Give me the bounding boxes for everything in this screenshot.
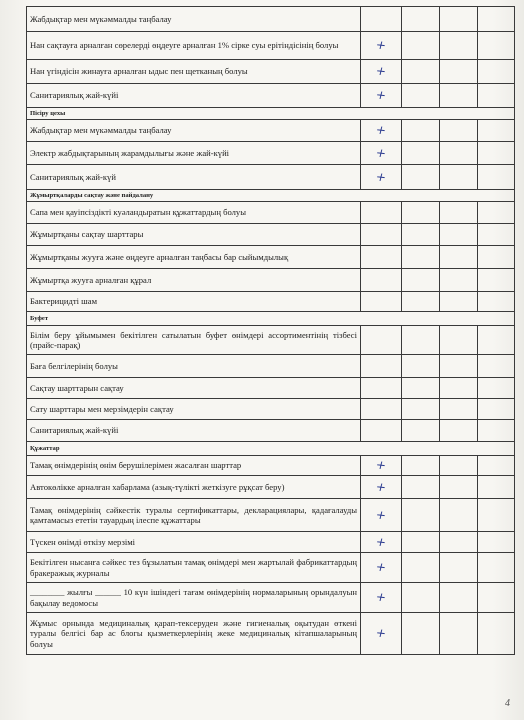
checklist-row (27, 60, 515, 84)
mark-cell (478, 292, 515, 312)
mark-cell (361, 32, 402, 60)
mark-cell (478, 60, 515, 84)
mark-cell (361, 476, 402, 499)
checklist-row (27, 476, 515, 499)
mark-cell (478, 355, 515, 378)
handwritten-plus-mark: + (374, 479, 388, 495)
handwritten-plus-mark: + (374, 589, 388, 605)
mark-cell (361, 355, 402, 378)
mark-cell (361, 246, 402, 269)
checklist-row (27, 202, 515, 224)
mark-cell (440, 613, 478, 655)
mark-cell (440, 142, 478, 165)
section-title: Пісіру цехы (27, 108, 515, 120)
mark-cell (402, 326, 440, 355)
mark-cell (478, 32, 515, 60)
mark-cell (478, 532, 515, 553)
mark-cell (440, 378, 478, 399)
criterion-text: Тамақ өнімдерінің сәйкестік туралы сертификаттары, декларациялары, қадағалауды қамтамасыз ететін тауардың ілеспе құжаттары (27, 499, 361, 532)
criterion-text: Санитариялық жай-күйі (27, 84, 361, 108)
handwritten-plus-mark: + (374, 122, 388, 138)
criterion-text: Білім беру ұйымымен бекітілген сатылатын буфет өнімдері ассортиментінің тізбесі (прайс-парақ) (27, 326, 361, 355)
criterion-text: Жұмыртқаны жууға және өңдеуге арналған таңбасы бар сыйымдылық (27, 246, 361, 269)
mark-cell (440, 399, 478, 420)
checklist-row (27, 84, 515, 108)
mark-cell (478, 583, 515, 613)
mark-cell (361, 553, 402, 583)
checklist-row (27, 224, 515, 246)
handwritten-plus-mark: + (374, 534, 388, 550)
checklist-row (27, 420, 515, 442)
mark-cell (402, 165, 440, 190)
mark-cell (478, 120, 515, 142)
mark-cell (440, 60, 478, 84)
checklist-row (27, 355, 515, 378)
criterion-text: Жабдықтар мен мүкәммалды таңбалау (27, 120, 361, 142)
mark-cell (402, 613, 440, 655)
criterion-text: ________ жылғы ______ 10 күн ішіндегі тағам өнімдерінің нормаларының орындалуын бақылау ведомосы (27, 583, 361, 613)
mark-cell (361, 613, 402, 655)
section-title: Құжаттар (27, 442, 515, 456)
checklist-row (27, 399, 515, 420)
handwritten-plus-mark: + (374, 145, 388, 161)
mark-cell (478, 476, 515, 499)
mark-cell (361, 202, 402, 224)
mark-cell (402, 378, 440, 399)
section-header-row (27, 312, 515, 326)
handwritten-plus-mark: + (374, 559, 388, 575)
mark-cell (440, 476, 478, 499)
mark-cell (440, 165, 478, 190)
mark-cell (440, 553, 478, 583)
mark-cell (361, 60, 402, 84)
mark-cell (361, 224, 402, 246)
checklist-table (26, 6, 515, 655)
checklist-row (27, 7, 515, 32)
criterion-text: Тамақ өнімдерінің өнім берушілерімен жасалған шарттар (27, 456, 361, 476)
criterion-text: Сақтау шарттарын сақтау (27, 378, 361, 399)
mark-cell (440, 202, 478, 224)
criterion-text: Жабдықтар мен мүкәммалды таңбалау (27, 7, 361, 32)
mark-cell (478, 499, 515, 532)
section-header-row (27, 108, 515, 120)
mark-cell (478, 269, 515, 292)
mark-cell (402, 60, 440, 84)
checklist-row (27, 292, 515, 312)
mark-cell (440, 420, 478, 442)
section-header-row (27, 442, 515, 456)
mark-cell (478, 84, 515, 108)
handwritten-plus-mark: + (374, 63, 388, 79)
mark-cell (478, 224, 515, 246)
page-number: 4 (505, 698, 510, 709)
section-title: Жұмыртқаларды сақтау және пайдалану (27, 190, 515, 202)
criterion-text: Баға белгілерінің болуы (27, 355, 361, 378)
checklist-row (27, 165, 515, 190)
checklist-row (27, 269, 515, 292)
handwritten-plus-mark: + (374, 37, 388, 53)
criterion-text: Автокөлікке арналған хабарлама (азық-түлікті жеткізуге рұқсат беру) (27, 476, 361, 499)
criterion-text: Жұмыс орнында медициналық қарап-тексеруден және гигиеналық оқытудан өткені туралы белгісі бар ас блогы қызметкерлерінің жеке медициналық кітапшаларының болуы (27, 613, 361, 655)
checklist-row (27, 326, 515, 355)
mark-cell (440, 355, 478, 378)
checklist-row (27, 532, 515, 553)
criterion-text: Нан сақтауға арналған сөрелерді өңдеуге арналған 1% сірке суы ерітіндісінің болуы (27, 32, 361, 60)
mark-cell (361, 165, 402, 190)
mark-cell (402, 532, 440, 553)
section-header-row (27, 190, 515, 202)
mark-cell (440, 7, 478, 32)
handwritten-plus-mark: + (374, 457, 388, 473)
criterion-text: Бактерицидті шам (27, 292, 361, 312)
checklist-row (27, 142, 515, 165)
mark-cell (440, 120, 478, 142)
mark-cell (478, 7, 515, 32)
mark-cell (361, 84, 402, 108)
mark-cell (402, 224, 440, 246)
mark-cell (402, 84, 440, 108)
mark-cell (402, 32, 440, 60)
mark-cell (402, 202, 440, 224)
mark-cell (478, 246, 515, 269)
mark-cell (440, 84, 478, 108)
mark-cell (402, 269, 440, 292)
mark-cell (478, 202, 515, 224)
checklist-row (27, 32, 515, 60)
checklist-row (27, 553, 515, 583)
mark-cell (478, 142, 515, 165)
mark-cell (402, 246, 440, 269)
criterion-text: Электр жабдықтарының жарамдылығы және жай-күйі (27, 142, 361, 165)
mark-cell (361, 292, 402, 312)
handwritten-plus-mark: + (374, 507, 388, 523)
mark-cell (402, 142, 440, 165)
checklist-row (27, 246, 515, 269)
criterion-text: Санитариялық жай-күй (27, 165, 361, 190)
criterion-text: Жұмыртқа жууға арналған құрал (27, 269, 361, 292)
mark-cell (402, 120, 440, 142)
mark-cell (478, 165, 515, 190)
mark-cell (478, 456, 515, 476)
mark-cell (402, 553, 440, 583)
mark-cell (402, 7, 440, 32)
mark-cell (402, 476, 440, 499)
checklist-row (27, 499, 515, 532)
mark-cell (361, 499, 402, 532)
mark-cell (440, 224, 478, 246)
mark-cell (361, 378, 402, 399)
mark-cell (440, 246, 478, 269)
criterion-text: Нан үгіндісін жинауға арналған ыдыс пен щетканың болуы (27, 60, 361, 84)
checklist-row (27, 613, 515, 655)
criterion-text: Сапа мен қауіпсіздікті куәландыратын құжаттардың болуы (27, 202, 361, 224)
mark-cell (361, 456, 402, 476)
mark-cell (440, 532, 478, 553)
criterion-text: Сату шарттары мен мерзімдерін сақтау (27, 399, 361, 420)
mark-cell (402, 399, 440, 420)
mark-cell (440, 32, 478, 60)
mark-cell (440, 269, 478, 292)
criterion-text: Жұмыртқаны сақтау шарттары (27, 224, 361, 246)
checklist-row (27, 120, 515, 142)
mark-cell (478, 399, 515, 420)
mark-cell (361, 120, 402, 142)
mark-cell (402, 355, 440, 378)
checklist-row (27, 378, 515, 399)
mark-cell (478, 326, 515, 355)
handwritten-plus-mark: + (374, 625, 388, 641)
mark-cell (402, 420, 440, 442)
mark-cell (402, 499, 440, 532)
mark-cell (361, 7, 402, 32)
criterion-text: Бекітілген нысанға сәйкес тез бұзылатын тамақ өнімдері мен жартылай фабрикаттардың бракеражық журналы (27, 553, 361, 583)
section-title: Буфет (27, 312, 515, 326)
mark-cell (361, 420, 402, 442)
mark-cell (440, 499, 478, 532)
handwritten-plus-mark: + (374, 169, 388, 185)
mark-cell (402, 292, 440, 312)
mark-cell (478, 553, 515, 583)
mark-cell (402, 456, 440, 476)
mark-cell (361, 269, 402, 292)
mark-cell (440, 292, 478, 312)
mark-cell (440, 326, 478, 355)
mark-cell (361, 532, 402, 553)
mark-cell (361, 583, 402, 613)
handwritten-plus-mark: + (374, 87, 388, 103)
criterion-text: Санитариялық жай-күйі (27, 420, 361, 442)
mark-cell (478, 378, 515, 399)
mark-cell (361, 399, 402, 420)
mark-cell (402, 583, 440, 613)
criterion-text: Түскен өнімді өткізу мерзімі (27, 532, 361, 553)
mark-cell (440, 583, 478, 613)
mark-cell (440, 456, 478, 476)
mark-cell (361, 326, 402, 355)
mark-cell (478, 613, 515, 655)
mark-cell (478, 420, 515, 442)
checklist-row (27, 456, 515, 476)
mark-cell (361, 142, 402, 165)
checklist-row (27, 583, 515, 613)
